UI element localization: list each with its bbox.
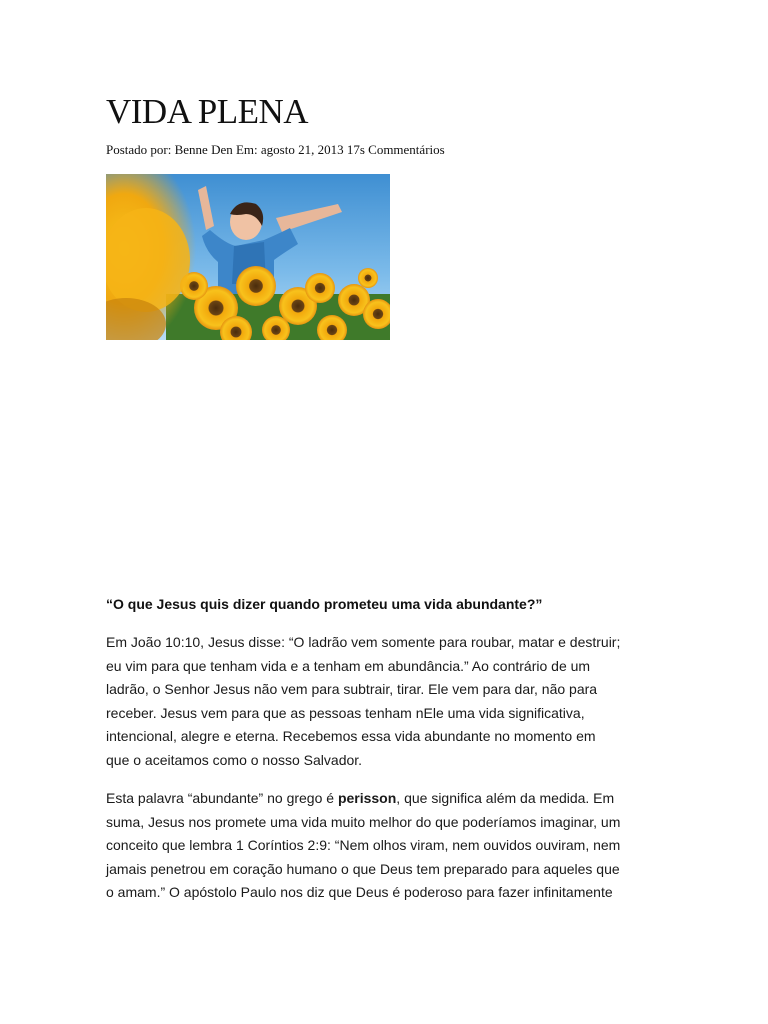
paragraph-line: conceito que lembra 1 Coríntios 2:9: “Nem olhos viram, nem ouvidos ouviram, nem [106,837,621,853]
paragraph-2 [106,787,666,905]
paragraph-line: que o aceitamos como o nosso Salvador. [106,751,363,768]
paragraph-line: jamais penetrou em coração humano o que Deus tem preparado para aqueles que [106,860,620,877]
paragraph-line [106,787,666,811]
woman-sunflowers-photo [106,174,390,340]
paragraph-1 [106,631,666,772]
page-title: VIDA PLENA [106,92,309,131]
paragraph-line: o amam.” O apóstolo Paulo nos diz que Deus é poderoso para fazer infinitamente [106,884,613,900]
paragraph-line: receber. Jesus vem para que as pessoas tenham nEle uma vida significativa, [106,704,585,721]
paragraph-line: intencional, alegre e eterna. Recebemos essa vida abundante no momento em [106,728,596,744]
bold-term: perisson [337,790,397,806]
paragraph-line: suma, Jesus nos promete uma vida muito melhor do que poderíamos imaginar, um [106,813,621,830]
paragraph-line: ladrão, o Senhor Jesus não vem para subtrair, tirar. Ele vem para dar, não para [106,681,598,697]
paragraph-line: eu vim para que tenham vida e a tenham em abundância.” Ao contrário de um [106,657,591,674]
text-run: , que significa além da medida. Em [396,790,615,806]
text-run: Esta palavra “abundante” no grego é [106,790,338,806]
hero-image [106,174,390,340]
section-heading: “O que Jesus quis dizer quando prometeu uma vida abundante?” [106,596,543,612]
paragraph-line: Em João 10:10, Jesus disse: “O ladrão vem somente para roubar, matar e destruir; [106,634,621,650]
post-meta: Postado por: Benne Den Em: agosto 21, 2013 17s Commentários [106,142,445,157]
